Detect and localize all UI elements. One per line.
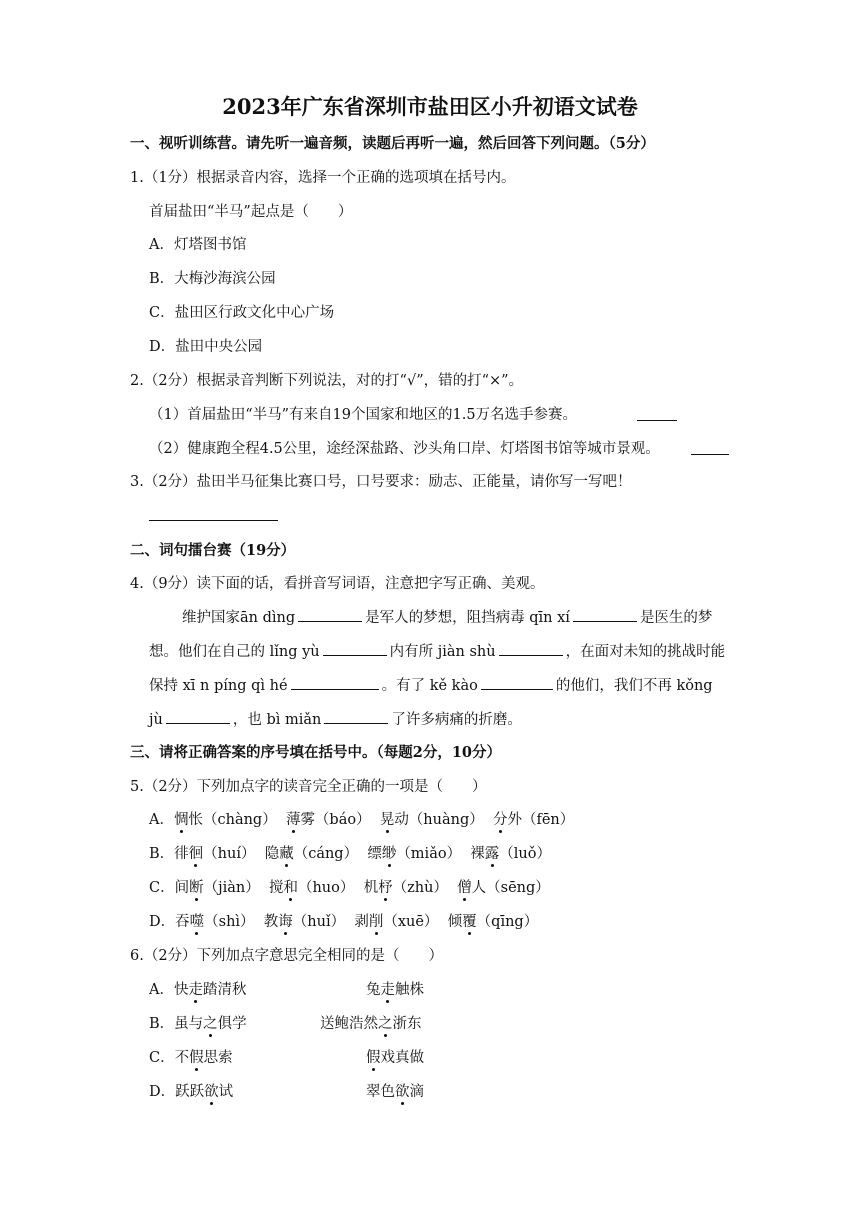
question-3-stem: 3.（2分）盐田半马征集比赛口号，口号要求：励志、正能量，请你写一写吧！ bbox=[130, 474, 632, 490]
section-1-heading: 一、视听训练营。请先听一遍音频，读题后再听一遍，然后回答下列问题。（5分） bbox=[130, 135, 655, 152]
question-1-prompt: 首届盐田“半马”起点是（ ） bbox=[149, 204, 353, 220]
section-2-heading: 二、词句擂台赛（19分） bbox=[130, 542, 296, 559]
answer-blank[interactable] bbox=[324, 722, 388, 724]
question-6-option-c-left: C．不假思索 bbox=[149, 1050, 233, 1066]
answer-blank[interactable] bbox=[323, 654, 387, 656]
answer-blank[interactable] bbox=[637, 420, 677, 421]
question-6-option-c-right: 假戏真做 bbox=[366, 1050, 424, 1066]
answer-blank[interactable] bbox=[291, 688, 379, 690]
question-6-option-d-left: D．跃跃欲试 bbox=[149, 1084, 234, 1100]
page-title: 2023年广东省深圳市盐田区小升初语文试卷 bbox=[222, 94, 638, 119]
section-3-heading: 三、请将正确答案的序号填在括号中。（每题2分，10分） bbox=[130, 744, 502, 761]
question-6-option-b-left: B．虽与之俱学 bbox=[149, 1016, 247, 1032]
question-5-option-b: B．徘徊（huí） 隐藏（cáng） 缥缈（miǎo） 裸露（luǒ） bbox=[149, 846, 552, 862]
question-6-option-a-left: A．快走踏清秋 bbox=[149, 982, 247, 998]
question-5-option-d: D．吞噬（shì） 教诲（huǐ） 剥削（xuē） 倾覆（qīng） bbox=[149, 914, 539, 930]
passage-line-1: 维护国家ān dìng 是军人的梦想，阻挡病毒 qīn xí 是医生的梦 bbox=[182, 610, 713, 626]
question-5-option-a: A．惆怅（chàng） 薄雾（báo） 晃动（huàng） 分外（fēn） bbox=[149, 812, 575, 828]
answer-blank[interactable] bbox=[499, 654, 563, 656]
question-1-option-c: C．盐田区行政文化中心广场 bbox=[149, 305, 335, 321]
question-6-option-d-right: 翠色欲滴 bbox=[366, 1084, 424, 1100]
answer-blank[interactable] bbox=[573, 620, 637, 622]
passage-line-2: 想。他们在自己的 lǐng yù 内有所 jiàn shù ，在面对未知的挑战时能 bbox=[149, 644, 726, 660]
question-2-statement-1: （1）首届盐田“半马”有来自19个国家和地区的1.5万名选手参赛。 bbox=[149, 407, 578, 423]
question-1-option-a: A．灯塔图书馆 bbox=[149, 237, 247, 253]
answer-blank[interactable] bbox=[691, 454, 729, 455]
question-5-stem: 5.（2分）下列加点字的读音完全正确的一项是（ ） bbox=[130, 779, 487, 795]
question-1-option-d: D．盐田中央公园 bbox=[149, 339, 263, 355]
question-1-option-b: B．大梅沙海滨公园 bbox=[149, 271, 276, 287]
question-2-stem: 2.（2分）根据录音判断下列说法，对的打“√”，错的打“×”。 bbox=[130, 373, 524, 389]
answer-blank[interactable] bbox=[166, 722, 230, 724]
answer-blank[interactable] bbox=[298, 620, 362, 622]
question-2-statement-2: （2）健康跑全程4.5公里，途经深盐路、沙头角口岸、灯塔图书馆等城市景观。 bbox=[149, 441, 660, 457]
question-1-stem: 1.（1分）根据录音内容，选择一个正确的选项填在括号内。 bbox=[130, 170, 516, 186]
answer-line[interactable] bbox=[149, 520, 278, 521]
passage-line-4: jù ，也 bì miǎn 了许多病痛的折磨。 bbox=[149, 712, 522, 728]
question-6-option-b-right: 送鲍浩然之浙东 bbox=[320, 1016, 422, 1032]
question-5-option-c: C．间断（jiàn） 搅和（huo） 机杼（zhù） 僧人（sēng） bbox=[149, 880, 550, 896]
answer-blank[interactable] bbox=[481, 688, 553, 690]
question-4-stem: 4.（9分）读下面的话，看拼音写词语，注意把字写正确、美观。 bbox=[130, 576, 545, 592]
question-6-stem: 6.（2分）下列加点字意思完全相同的是（ ） bbox=[130, 948, 444, 964]
passage-line-3: 保持 xī n píng qì hé 。有了 kě kào 的他们，我们不再 kǒng bbox=[149, 678, 713, 694]
question-6-option-a-right: 兔走触株 bbox=[366, 982, 424, 998]
